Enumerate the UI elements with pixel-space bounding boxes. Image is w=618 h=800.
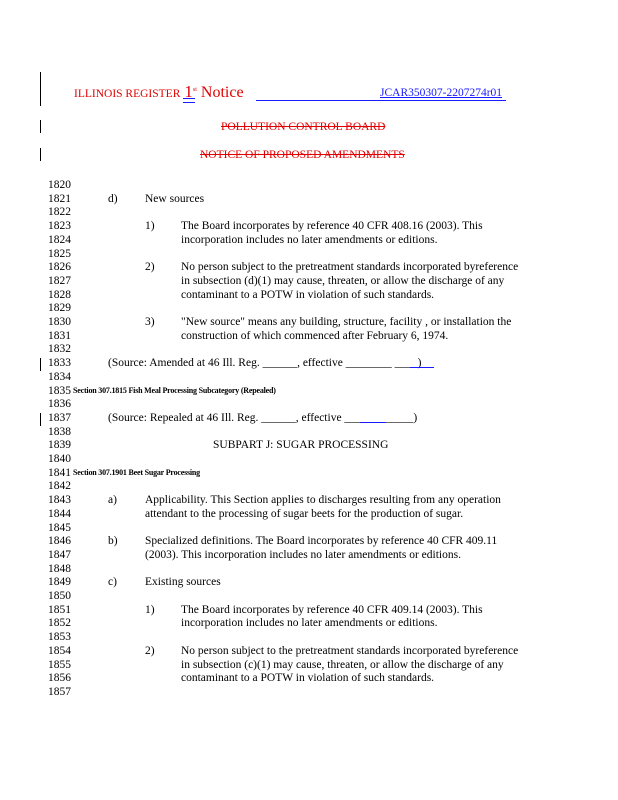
- line-number: 1833: [48, 357, 71, 370]
- line-number: 1820: [48, 179, 71, 191]
- line-number: 1851: [48, 603, 71, 616]
- line-number: 1832: [48, 343, 71, 356]
- register-label: ILLINOIS REGISTER: [74, 88, 181, 100]
- item-label: c): [108, 576, 117, 589]
- line-number: 1856: [48, 672, 71, 685]
- line-number: 1829: [48, 302, 71, 315]
- notice-title: NOTICE OF PROPOSED AMENDMENTS: [200, 149, 405, 161]
- line-text: Applicability. This Section applies to discharges resulting from any operation: [145, 494, 501, 507]
- subpart-heading: SUBPART J: SUGAR PROCESSING: [213, 439, 389, 452]
- line-text: in subsection (d)(1) may cause, threaten, or allow the discharge of any: [181, 274, 505, 287]
- item-label: 2): [145, 644, 155, 657]
- line-text: The Board incorporates by reference 40 CFR 408.16 (2003). This: [181, 220, 483, 233]
- line-number: 1830: [48, 316, 71, 328]
- source-note: (Source: Amended at 46 Ill. Reg. ______, effective ________ ____): [108, 357, 422, 370]
- blue-underline: [360, 422, 386, 423]
- header-underline: [256, 100, 506, 101]
- edition-number: 1: [184, 82, 193, 101]
- change-bar: [40, 413, 41, 426]
- item-label: 1): [145, 220, 155, 233]
- line-text: incorporation includes no later amendments or editions.: [181, 233, 438, 246]
- line-number: 1845: [48, 521, 71, 534]
- blue-underline: [410, 367, 434, 368]
- line-number: 1853: [48, 631, 71, 644]
- notice-label: Notice: [200, 84, 244, 101]
- line-number: 1857: [48, 685, 71, 698]
- line-number: 1850: [48, 590, 71, 602]
- line-number: 1822: [48, 206, 71, 219]
- item-label: 1): [145, 603, 155, 616]
- line-number: 1827: [48, 274, 71, 287]
- line-number: 1821: [48, 192, 71, 205]
- board-title: POLLUTION CONTROL BOARD: [221, 121, 386, 133]
- item-label: d): [108, 192, 118, 205]
- item-label: a): [108, 494, 117, 507]
- line-text: New sources: [145, 192, 205, 205]
- line-number: 1854: [48, 644, 71, 657]
- line-number: 1847: [48, 548, 71, 561]
- line-number: 1839: [48, 439, 71, 452]
- line-number: 1835: [48, 384, 71, 397]
- line-text: construction of which commenced after February 6, 1974.: [181, 329, 449, 342]
- section-heading: Section 307.1901 Beet Sugar Processing: [73, 467, 200, 477]
- source-note: (Source: Repealed at 46 Ill. Reg. ______, effective ____________): [108, 411, 418, 424]
- line-text: Specialized definitions. The Board incorporates by reference 40 CFR 409.11: [145, 535, 498, 548]
- running-header: [74, 82, 244, 102]
- section-heading: Section 307.1815 Fish Meal Processing Subcategory (Repealed): [73, 385, 276, 395]
- line-number: 1846: [48, 535, 71, 548]
- line-text: "New source" means any building, structure, facility , or installation the: [181, 316, 512, 328]
- line-number: 1852: [48, 617, 71, 630]
- line-number: 1848: [48, 562, 71, 575]
- line-number: 1855: [48, 658, 71, 671]
- item-label: b): [108, 535, 118, 548]
- header-underline: [183, 102, 195, 103]
- line-number: 1823: [48, 220, 71, 233]
- line-text: The Board incorporates by reference 40 CFR 409.14 (2003). This: [181, 603, 483, 616]
- change-bar: [40, 148, 41, 161]
- line-number: 1824: [48, 233, 71, 246]
- line-number: 1837: [48, 411, 71, 424]
- line-number: 1831: [48, 329, 71, 342]
- change-bar: [40, 120, 41, 133]
- line-number: 1828: [48, 288, 71, 301]
- change-bar: [40, 72, 41, 106]
- line-number: 1825: [48, 247, 71, 260]
- line-text: (2003). This incorporation includes no later amendments or editions.: [145, 548, 461, 561]
- line-number: 1843: [48, 494, 71, 507]
- line-text: incorporation includes no later amendments or editions.: [181, 617, 438, 630]
- line-text: in subsection (c)(1) may cause, threaten, or allow the discharge of any: [181, 658, 504, 671]
- edition-suffix: st: [192, 87, 197, 93]
- jcar-code: JCAR350307-2207274r01: [380, 87, 503, 99]
- line-text: No person subject to the pretreatment standards incorporated byreference: [181, 644, 519, 657]
- line-number: 1826: [48, 261, 71, 274]
- line-number: 1849: [48, 576, 71, 589]
- line-number: 1840: [48, 453, 71, 465]
- item-label: 2): [145, 261, 155, 274]
- line-number: 1844: [48, 507, 71, 520]
- line-text: No person subject to the pretreatment standards incorporated byreference: [181, 261, 519, 274]
- line-number: 1841: [48, 466, 71, 479]
- line-text: contaminant to a POTW in violation of such standards.: [181, 672, 435, 685]
- header-underline: [183, 98, 195, 99]
- line-number: 1838: [48, 425, 71, 438]
- line-number: 1842: [48, 480, 71, 493]
- line-number: 1834: [48, 370, 71, 383]
- line-text: attendant to the processing of sugar beets for the production of sugar.: [145, 507, 464, 520]
- line-text: contaminant to a POTW in violation of such standards.: [181, 288, 435, 301]
- line-text: Existing sources: [145, 576, 221, 589]
- change-bar: [40, 358, 41, 371]
- line-number: 1836: [48, 398, 71, 411]
- item-label: 3): [145, 316, 155, 328]
